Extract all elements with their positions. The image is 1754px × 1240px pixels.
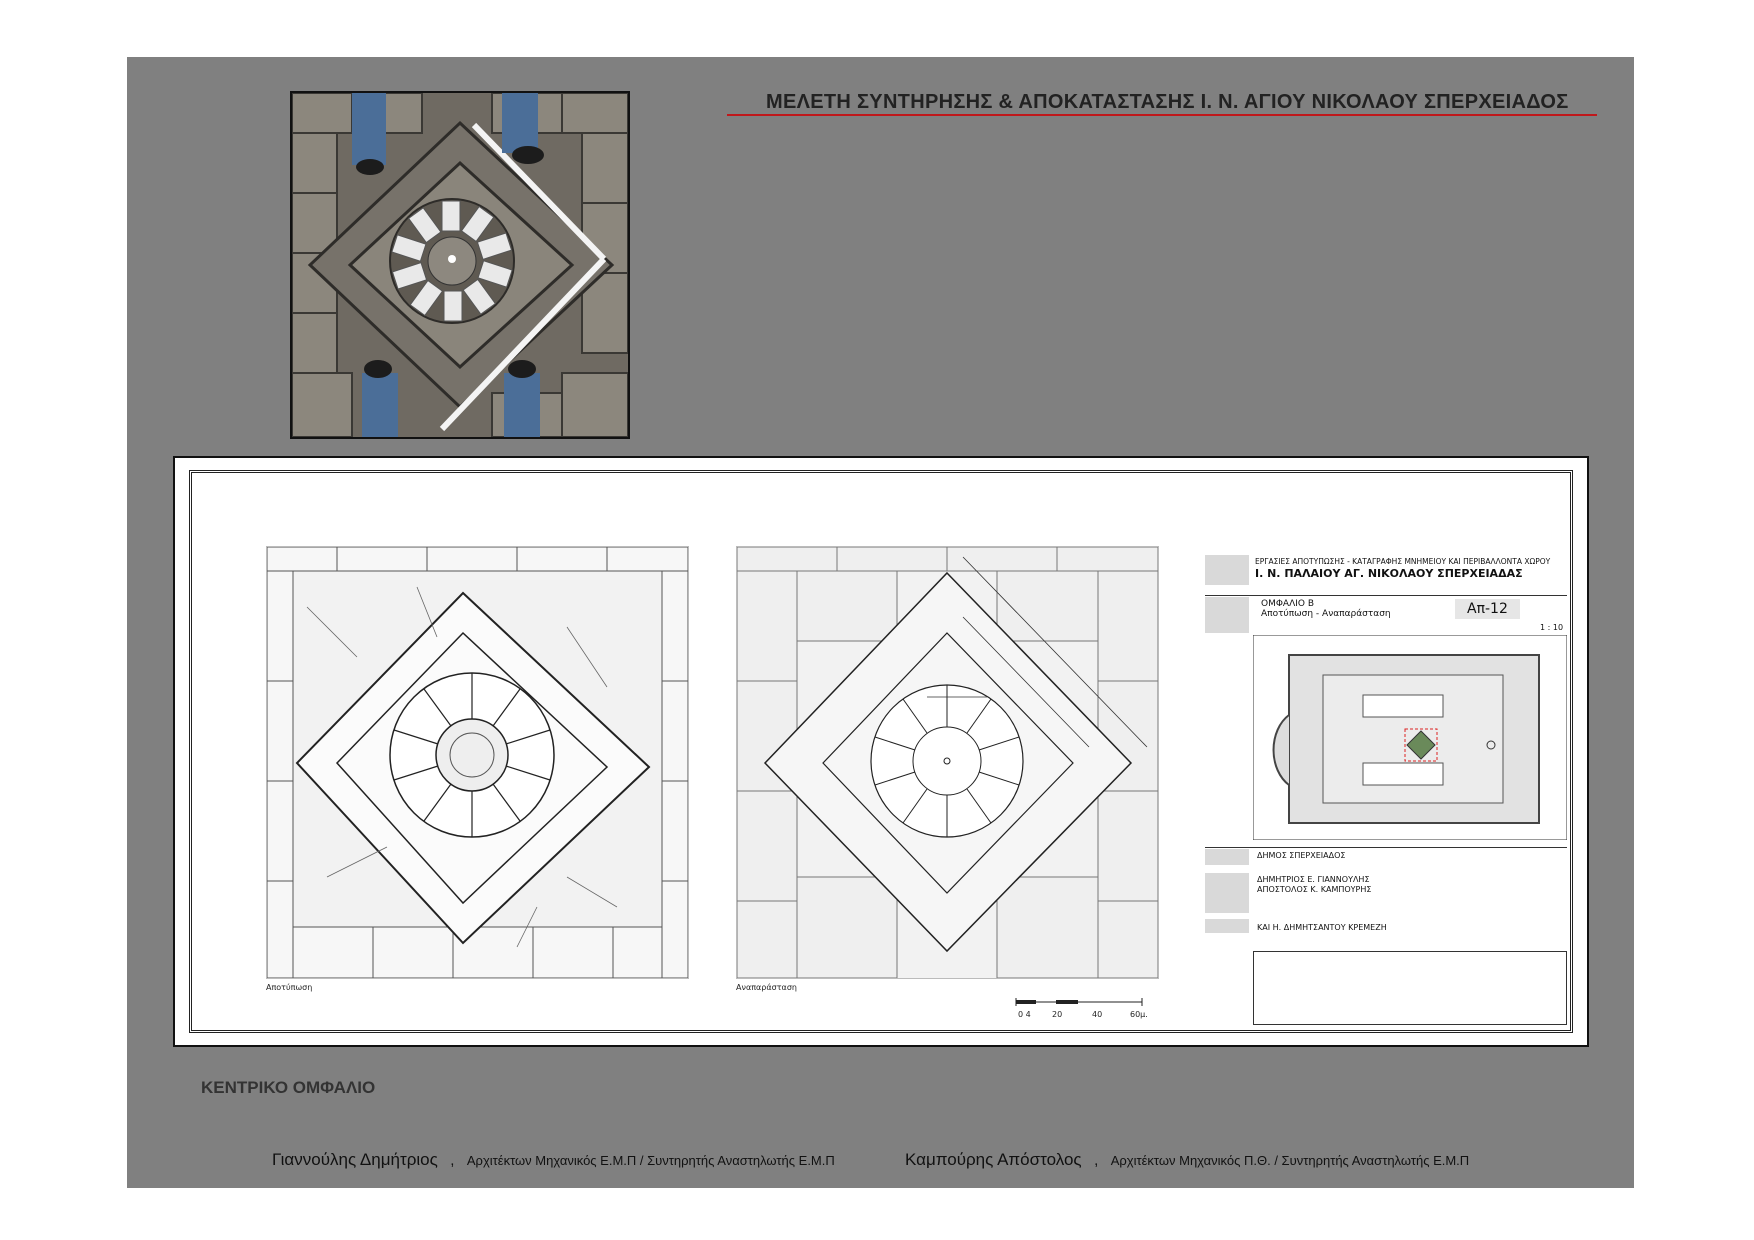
title-block-divider bbox=[1205, 595, 1567, 596]
owner-label-cell bbox=[1205, 849, 1249, 865]
credit-author-1 bbox=[272, 1150, 835, 1170]
scale-label-40: 40 bbox=[1092, 1010, 1103, 1019]
credit-name: Καμπούρης Απόστολος bbox=[905, 1150, 1082, 1169]
restoration-caption: Αναπαράσταση bbox=[736, 983, 797, 992]
project-title: ΜΕΛΕΤΗ ΣΥΝΤΗΡΗΣΗΣ & ΑΠΟΚΑΤΑΣΤΑΣΗΣ Ι. Ν. ΑΓΙΟΥ ΝΙΚΟΛΑΟΥ ΣΠΕΡΧΕΙΑΔΟΣ bbox=[766, 91, 1569, 113]
title-block bbox=[1205, 555, 1567, 1028]
title-block-divider bbox=[1205, 847, 1567, 848]
author-2: ΑΠΟΣΤΟΛΟΣ Κ. ΚΑΜΠΟΥΡΗΣ bbox=[1257, 885, 1372, 894]
advisor-label-cell bbox=[1205, 919, 1249, 933]
scale-label-60: 60μ. bbox=[1130, 1010, 1148, 1019]
author-1: ΔΗΜΗΤΡΙΟΣ Ε. ΓΙΑΝΝΟΥΛΗΣ bbox=[1257, 875, 1370, 884]
credit-author-2 bbox=[905, 1150, 1469, 1170]
restoration-drawing bbox=[736, 546, 1159, 979]
key-plan bbox=[1253, 635, 1567, 840]
subject-label-cell bbox=[1205, 597, 1249, 633]
title-block-label-cell bbox=[1205, 555, 1249, 585]
advisor: ΚΑΙ Η. ΔΗΜΗΤΣΑΝΤΟΥ ΚΡΕΜΕΖΗ bbox=[1257, 923, 1387, 932]
title-underline bbox=[727, 114, 1597, 116]
survey-drawing bbox=[266, 546, 689, 979]
credit-role: Αρχιτέκτων Μηχανικός Π.Θ. / Συντηρητής Αναστηλωτής Ε.Μ.Π bbox=[1110, 1153, 1470, 1168]
scale-label-0: 0 4 bbox=[1018, 1010, 1031, 1019]
work-title-line1: ΕΡΓΑΣΙΕΣ ΑΠΟΤΥΠΩΣΗΣ - ΚΑΤΑΓΡΑΦΗΣ ΜΝΗΜΕΙΟΥ ΚΑΙ ΠΕΡΙΒΑΛΛΟΝΤΑ ΧΩΡΟΥ bbox=[1255, 557, 1551, 566]
owner: ΔΗΜΟΣ ΣΠΕΡΧΕΙΑΔΟΣ bbox=[1257, 851, 1346, 860]
scale-label-20: 20 bbox=[1052, 1010, 1063, 1019]
sheet-code: Απ-12 bbox=[1455, 599, 1520, 619]
credit-name: Γιαννούλης Δημήτριος bbox=[272, 1150, 438, 1169]
credit-separator: , bbox=[450, 1152, 455, 1169]
credit-role: Αρχιτέκτων Μηχανικός Ε.Μ.Π / Συντηρητής Αναστηλωτής Ε.Μ.Π bbox=[466, 1153, 835, 1168]
survey-caption: Αποτύπωση bbox=[266, 983, 313, 992]
work-title-line2: Ι. Ν. ΠΑΛΑΙΟΥ ΑΓ. ΝΙΚΟΛΑΟΥ ΣΠΕΡΧΕΙΑΔΑΣ bbox=[1255, 567, 1523, 580]
subject-line1: ΟΜΦΑΛΙΟ Β bbox=[1261, 599, 1315, 609]
notes-box bbox=[1253, 951, 1567, 1025]
site-photo bbox=[290, 91, 630, 439]
title-block-scale: 1 : 10 bbox=[1540, 623, 1564, 632]
credit-separator: , bbox=[1094, 1152, 1099, 1169]
site-photo-illustration bbox=[292, 93, 628, 437]
subject-line2: Αποτύπωση - Αναπαράσταση bbox=[1261, 609, 1391, 619]
restoration-drawing-lines bbox=[737, 547, 1158, 978]
survey-drawing-lines bbox=[267, 547, 688, 978]
authors-label-cell bbox=[1205, 873, 1249, 913]
section-title: ΚΕΝΤΡΙΚΟ ΟΜΦΑΛΙΟ bbox=[201, 1078, 376, 1097]
